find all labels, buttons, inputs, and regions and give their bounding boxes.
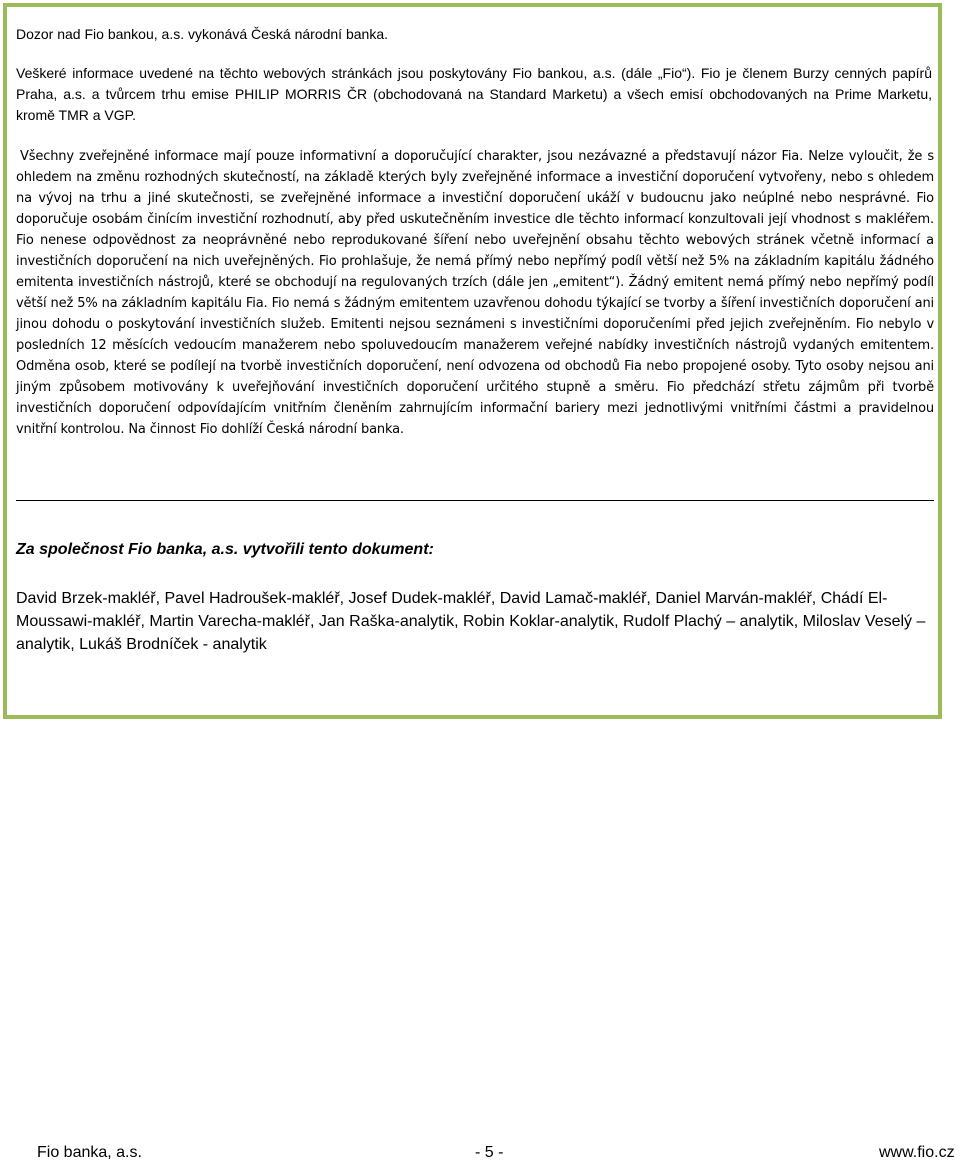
authors-list: David Brzek-makléř, Pavel Hadroušek-makléř, Josef Dudek-makléř, David Lamač-makléř, Daniel Marván-makléř, Chádí El-Moussawi-makléř, Martin Varecha-makléř, Jan Raška-analytik, Robin Koklar-analytik, Rudolf Plachý – analytik, Miloslav Veselý – analytik, Lukáš Brodníček - analytik (16, 590, 926, 653)
supervision-text: Dozor nad Fio bankou, a.s. vykonává Česká národní banka. (16, 26, 388, 42)
section-divider (16, 500, 934, 501)
footer-page-number: - 5 - (475, 1144, 504, 1161)
disclaimer-body: Všechny zveřejněné informace mají pouze informativní a doporučující charakter, jsou nezávazné a představují názor Fia. Nelze vyloučit, že s ohledem na změnu rozhodných skutečností, na základě kterých byly zveřejněné informace a investiční doporučení vytvořeny, nebo s ohledem na vývoj na trhu a jiné skutečnosti, se zveřejněné informace a investiční doporučení ukáží v budoucnu jako neúplné nebo nesprávné. Fio doporučuje osobám činícím investiční rozhodnutí, aby před uskutečněním investice dle těchto informací konzultovali její vhodnost s makléřem. Fio nenese odpovědnost za neoprávněné nebo reprodukované šíření nebo uveřejnění obsahu těchto webových stránek včetně informací a investičních doporučení na nich uveřejněných. Fio prohlašuje, že nemá přímý nebo nepřímý podíl větší než 5% na základním kapitálu žádného emitenta investičních nástrojů, které se obchodují na regulovaných trzích (dále jen „emitent“). Žádný emitent nemá přímý nebo nepřímý podíl větší než 5% na základním kapitálu Fia. Fio nemá s žádným emitentem uzavřenou dohodu týkající se tvorby a šíření investičních doporučení ani jinou dohodu o poskytování investičních služeb. Emitenti nejsou seznámeni s investičními doporučeními před jejich zveřejněním. Fio nebylo v posledních 12 měsících vedoucím manažerem nebo spoluvedoucím manažerem veřejné nabídky investičních nástrojů vydaných emitentem. Odměna osob, které se podílejí na tvorbě investičních doporučení, není odvozena od obchodů Fia nebo propojené osoby. Tyto osoby nejsou ani jiným způsobem motivovány k uveřejňování investičních doporučení určitého stupně a směru. Fio předchází střetu zájmům při tvorbě investičních doporučení odpovídajícím vnitřním členěním zahrnujícím informační bariery mezi jednotlivými vnitřními částmi a pravidelnou vnitřní kontrolou. Na činnost Fio dohlíží Česká národní banka. (16, 149, 934, 437)
disclaimer-text (16, 146, 934, 440)
footer-company: Fio banka, a.s. (37, 1144, 142, 1161)
footer-website: www.fio.cz (879, 1144, 955, 1161)
authors-heading: Za společnost Fio banka, a.s. vytvořili tento dokument: (16, 541, 434, 558)
membership-text: Veškeré informace uvedené na těchto webových stránkách jsou poskytovány Fio bankou, a.s. (dále „Fio“). Fio je členem Burzy cenných papírů Praha, a.s. a tvůrcem trhu emise PHILIP MORRIS ČR (obchodovaná na Standard Marketu) a všech emisí obchodovaných na Prime Marketu, kromě TMR a VGP. (16, 65, 932, 123)
